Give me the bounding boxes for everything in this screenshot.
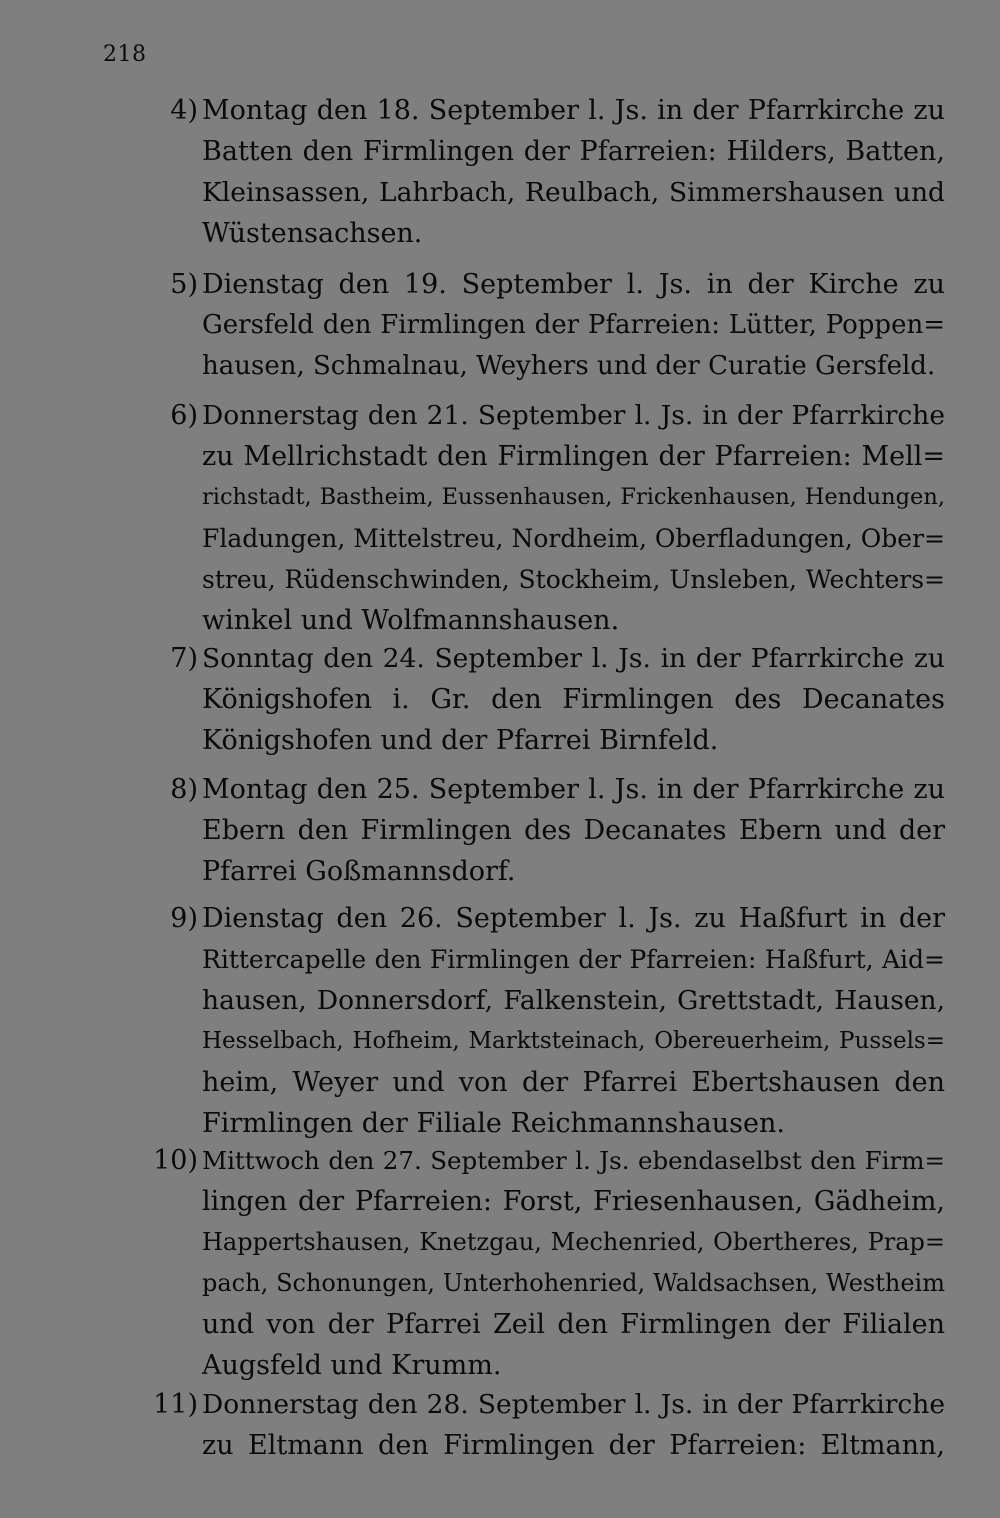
entry-number: 4): [170, 95, 198, 126]
text-line: Firmlingen der Filiale Reichmannshausen.: [202, 1108, 785, 1139]
text-line: Rittercapelle den Firmlingen der Pfarreien: Haßfurt, Aid=: [202, 945, 945, 974]
text-line: Pfarrei Goßmannsdorf.: [202, 856, 516, 887]
text-line: Ebern den Firmlingen des Decanates Ebern und der: [202, 815, 945, 846]
text-line: Fladungen, Mittelstreu, Nordheim, Oberfladungen, Ober=: [202, 524, 945, 553]
text-line: Hesselbach, Hofheim, Marktsteinach, Obereuerheim, Pussels=: [202, 1028, 945, 1054]
text-line: pach, Schonungen, Unterhohenried, Waldsachsen, Westheim: [202, 1269, 945, 1297]
text-line: Batten den Firmlingen der Pfarreien: Hilders, Batten,: [202, 136, 945, 167]
entry-number: 6): [170, 400, 198, 431]
text-line: Donnerstag den 21. September l. Js. in der Pfarrkirche: [202, 400, 945, 431]
text-line: hausen, Schmalnau, Weyhers und der Curatie Gersfeld.: [202, 351, 936, 381]
text-line: Kleinsassen, Lahrbach, Reulbach, Simmershausen und: [202, 177, 945, 208]
text-line: Happertshausen, Knetzgau, Mechenried, Obertheres, Prap=: [202, 1228, 945, 1256]
entry-7: [140, 638, 945, 761]
entry-5: [140, 264, 945, 387]
entry-number: 10): [153, 1145, 198, 1176]
entry-10: [140, 1140, 945, 1386]
entry-number: 7): [170, 643, 198, 674]
entry-4: [140, 90, 945, 254]
text-line: Dienstag den 19. September l. Js. in der Kirche zu: [202, 269, 945, 300]
text-line: Augsfeld und Krumm.: [202, 1350, 502, 1381]
entry-number: 5): [170, 269, 198, 300]
text-line: und von der Pfarrei Zeil den Firmlingen der Filialen: [202, 1309, 945, 1340]
entry-number: 11): [153, 1389, 198, 1420]
text-line: zu Mellrichstadt den Firmlingen der Pfarreien: Mell=: [202, 441, 945, 472]
entry-8: [140, 769, 945, 892]
text-line: hausen, Donnersdorf, Falkenstein, Grettstadt, Hausen,: [202, 985, 945, 1016]
text-line: richstadt, Bastheim, Eussenhausen, Frickenhausen, Hendungen,: [202, 484, 945, 510]
text-line: Gersfeld den Firmlingen der Pfarreien: Lütter, Poppen=: [202, 310, 945, 340]
entry-11: [140, 1384, 945, 1466]
text-line: Sonntag den 24. September l. Js. in der Pfarrkirche zu: [202, 643, 945, 674]
entry-number: 9): [170, 903, 198, 934]
text-line: winkel und Wolfmannshausen.: [202, 605, 620, 636]
text-line: heim, Weyer und von der Pfarrei Ebertshausen den: [202, 1067, 945, 1098]
text-line: Königshofen und der Pfarrei Birnfeld.: [202, 725, 719, 756]
entry-6: [140, 395, 945, 641]
page-number: 218: [103, 42, 147, 67]
text-line: Wüstensachsen.: [202, 218, 423, 249]
text-line: zu Eltmann den Firmlingen der Pfarreien: Eltmann,: [202, 1430, 945, 1461]
text-line: Montag den 18. September l. Js. in der Pfarrkirche zu: [202, 95, 945, 126]
text-line: streu, Rüdenschwinden, Stockheim, Unsleben, Wechters=: [202, 565, 945, 594]
entry-9: [140, 898, 945, 1144]
text-line: Königshofen i. Gr. den Firmlingen des Decanates: [202, 684, 945, 715]
text-line: Dienstag den 26. September l. Js. zu Haßfurt in der: [202, 903, 945, 934]
text-line: Mittwoch den 27. September l. Js. ebendaselbst den Firm=: [202, 1146, 945, 1175]
entry-number: 8): [170, 774, 198, 805]
text-line: lingen der Pfarreien: Forst, Friesenhausen, Gädheim,: [202, 1186, 945, 1217]
text-line: Donnerstag den 28. September l. Js. in der Pfarrkirche: [202, 1389, 945, 1420]
text-line: Montag den 25. September l. Js. in der Pfarrkirche zu: [202, 774, 945, 805]
